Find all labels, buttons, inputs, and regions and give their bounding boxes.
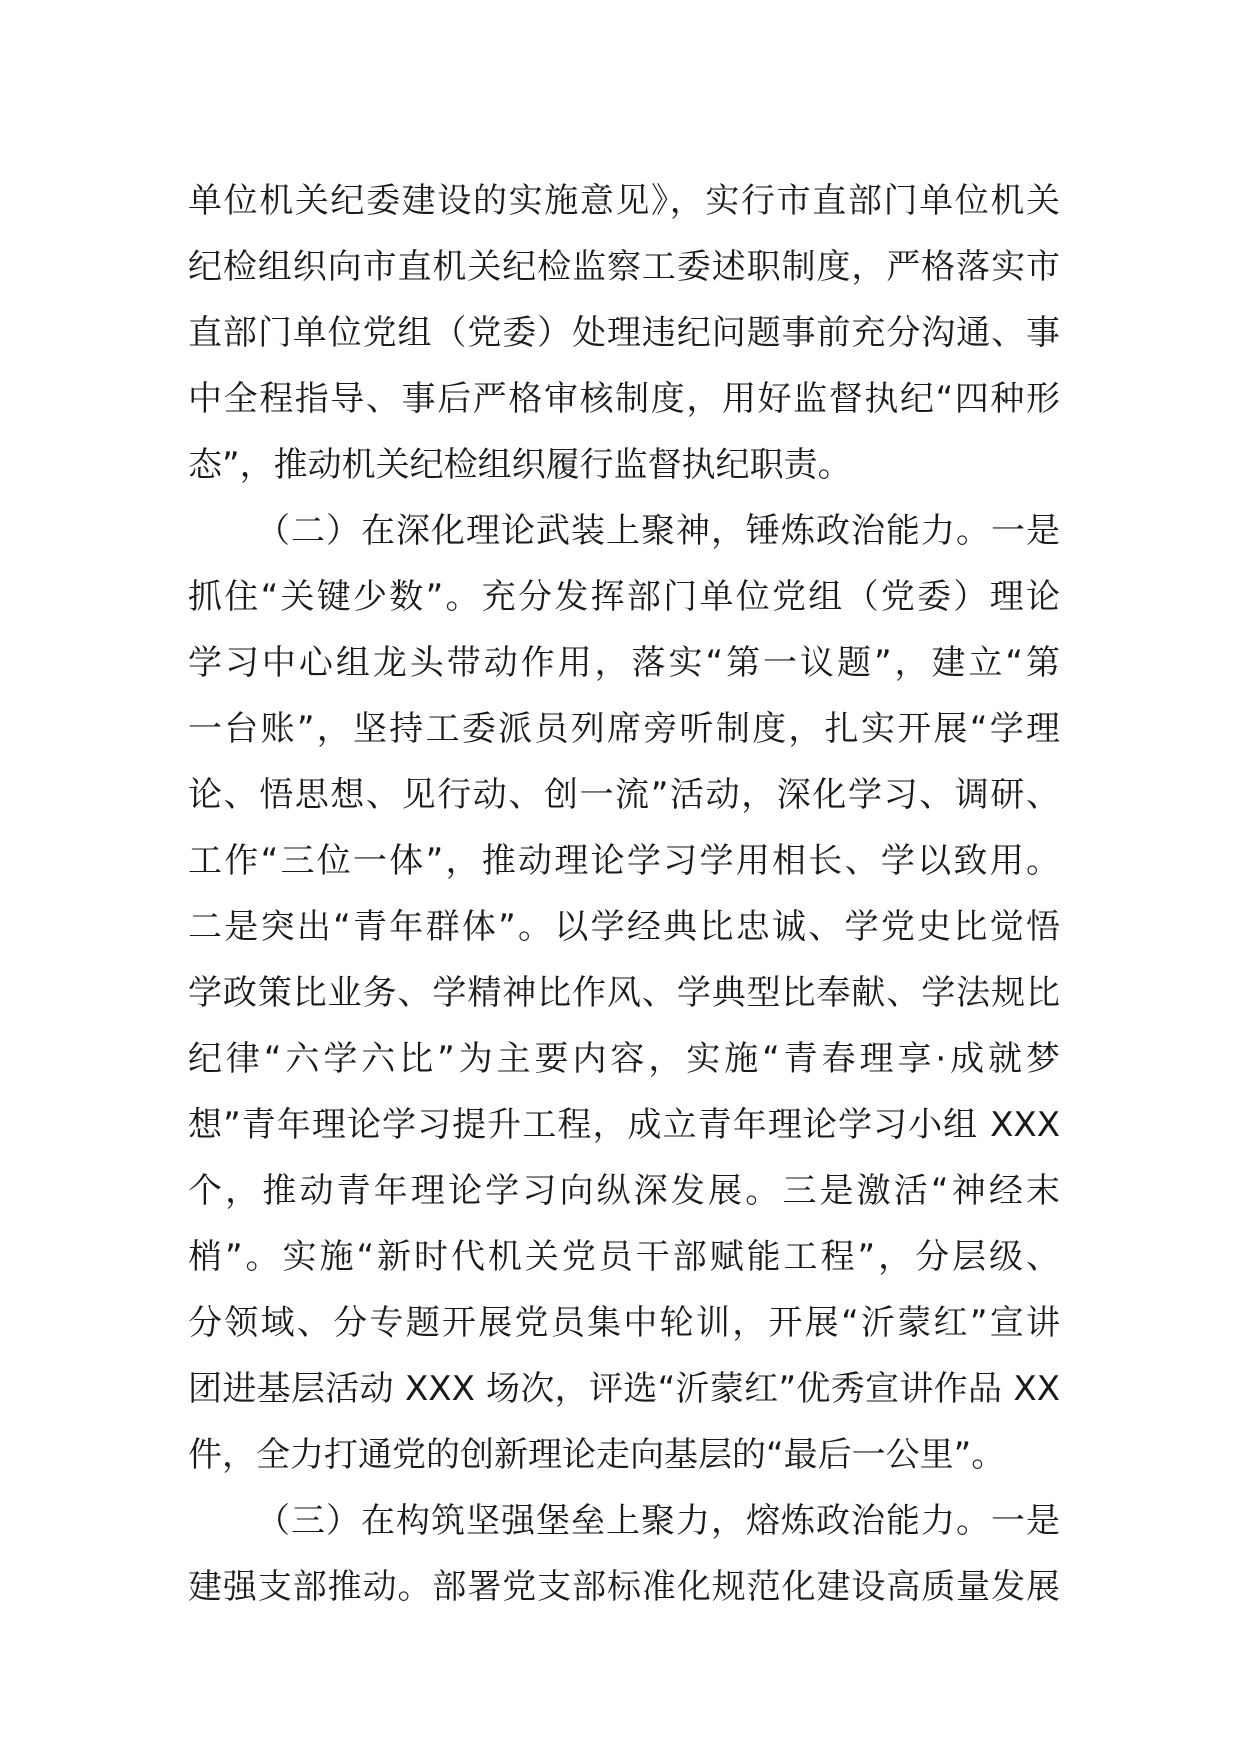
paragraph-line: 学政策比业务、学精神比作风、学典型比奉献、学法规比 [188,973,1060,1013]
paragraph-line: 抓住“关键少数”。充分发挥部门单位党组（党委）理论 [188,577,1060,617]
paragraph-line: 直部门单位党组（党委）处理违纪问题事前充分沟通、事 [188,313,1060,353]
paragraph-line: 分领域、分专题开展党员集中轮训，开展“沂蒙红”宣讲 [188,1303,1060,1343]
paragraph-line: 件，全力打通党的创新理论走向基层的“最后一公里”。 [188,1435,1006,1475]
section-heading-line: （三）在构筑坚强堡垒上聚力，熔炼政治能力。一是 [256,1501,1060,1541]
paragraph-line: 建强支部推动。部署党支部标准化规范化建设高质量发展 [188,1567,1060,1607]
paragraph-line: 想”青年理论学习提升工程，成立青年理论学习小组 XXX [188,1105,1060,1145]
paragraph-line: 论、悟思想、见行动、创一流”活动，深化学习、调研、 [188,775,1060,815]
paragraph-line: 学习中心组龙头带动作用，落实“第一议题”，建立“第 [188,643,1060,683]
paragraph-line: 中全程指导、事后严格审核制度，用好监督执纪“四种形 [188,379,1060,419]
paragraph-line: 态”，推动机关纪检组织履行监督执纪职责。 [188,445,852,485]
paragraph-line: 梢”。实施“新时代机关党员干部赋能工程”，分层级、 [188,1237,1060,1277]
paragraph-line: 工作“三位一体”，推动理论学习学用相长、学以致用。 [188,841,1060,881]
paragraph-line: 一台账”，坚持工委派员列席旁听制度，扎实开展“学理 [188,709,1060,749]
paragraph-line: 个，推动青年理论学习向纵深发展。三是激活“神经末 [188,1171,1060,1211]
paragraph-line: 二是突出“青年群体”。以学经典比忠诚、学党史比觉悟 [188,907,1060,947]
paragraph-line: 单位机关纪委建设的实施意见》，实行市直部门单位机关 [188,181,1060,221]
paragraph-line: 纪检组织向市直机关纪检监察工委述职制度，严格落实市 [188,247,1060,287]
paragraph-line: 纪律“六学六比”为主要内容，实施“青春理享·成就梦 [188,1039,1060,1079]
document-body [188,168,1060,1620]
paragraph-line: 团进基层活动 XXX 场次，评选“沂蒙红”优秀宣讲作品 XX [188,1369,1060,1409]
section-heading-line: （二）在深化理论武装上聚神，锤炼政治能力。一是 [256,511,1060,551]
